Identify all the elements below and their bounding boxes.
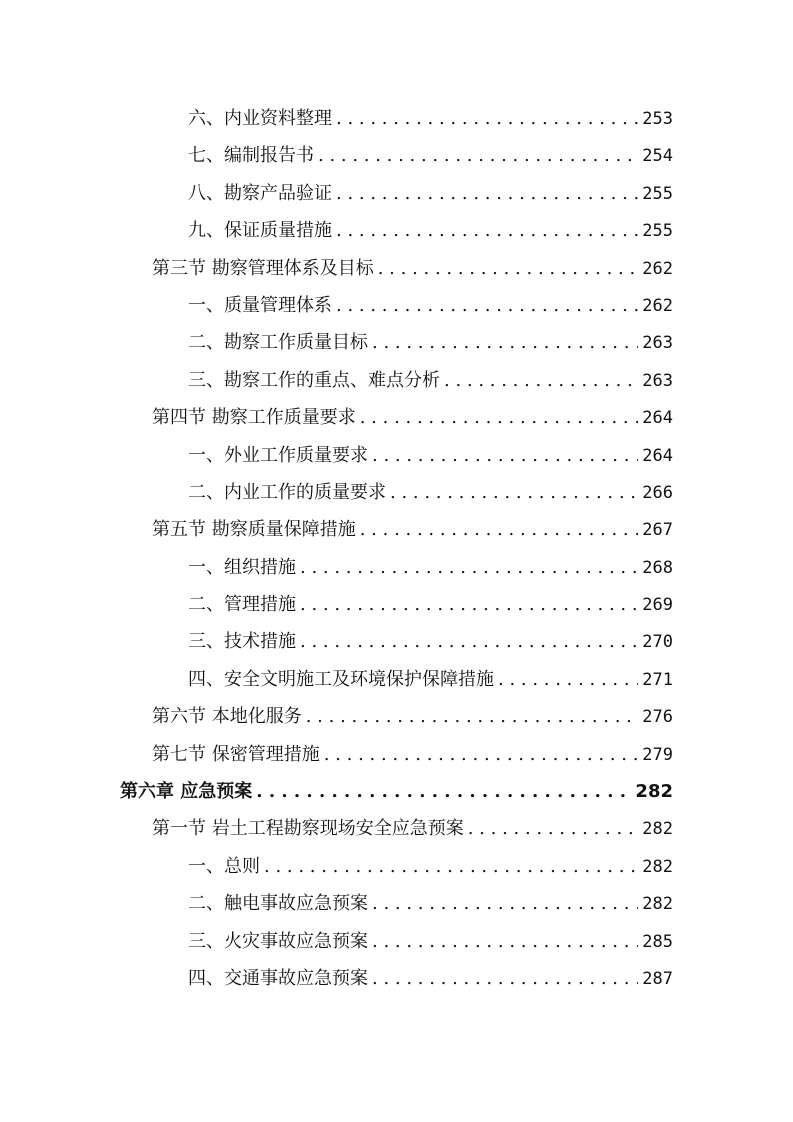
toc-entry[interactable]: [0, 324, 793, 361]
toc-entry[interactable]: [0, 137, 793, 174]
toc-entry[interactable]: [0, 960, 793, 997]
toc-entry[interactable]: [0, 399, 793, 436]
toc-entry-page-number: 282: [642, 894, 673, 915]
toc-entry-title: 九、保证质量措施: [188, 220, 332, 242]
dot-leader: [360, 399, 639, 436]
toc-entry[interactable]: [0, 586, 793, 623]
toc-entry-page-number: 285: [642, 931, 673, 952]
dot-leader: [498, 661, 638, 698]
toc-entry-page-number: 255: [642, 183, 673, 204]
toc-entry-page-number: 271: [642, 669, 673, 690]
dot-leader: [372, 437, 638, 474]
toc-entry-title: 三、勘察工作的重点、难点分析: [188, 369, 440, 391]
toc-entry[interactable]: [0, 549, 793, 586]
toc-entry-title: 八、勘察产品验证: [188, 182, 332, 204]
toc-entry-page-number: 262: [642, 295, 673, 316]
toc-entry-title: 第六节 本地化服务: [152, 706, 302, 728]
dot-leader: [336, 212, 638, 249]
toc-entry-page-number: 264: [642, 408, 673, 429]
dot-leader: [372, 324, 638, 361]
toc-entry[interactable]: [0, 287, 793, 324]
toc-entry-title: 四、安全文明施工及环境保护保障措施: [188, 668, 494, 690]
toc-entry-title: 一、外业工作质量要求: [188, 444, 368, 466]
toc-entry-title: 第五节 勘察质量保障措施: [152, 519, 356, 541]
toc-entry[interactable]: [0, 773, 793, 810]
toc-entry-page-number: 267: [642, 520, 673, 541]
dot-leader: [300, 586, 638, 623]
toc-entry-title: 二、管理措施: [188, 594, 296, 616]
dot-leader: [336, 175, 638, 212]
toc-entry-page-number: 282: [642, 819, 673, 840]
toc-entry-title: 二、勘察工作质量目标: [188, 332, 368, 354]
toc-entry-page-number: 268: [642, 557, 673, 578]
toc-entry[interactable]: [0, 175, 793, 212]
toc-entry-page-number: 254: [642, 146, 673, 167]
toc-entry-page-number: 264: [642, 445, 673, 466]
dot-leader: [336, 100, 638, 137]
dot-leader: [300, 549, 638, 586]
dot-leader: [336, 287, 638, 324]
toc-entry-page-number: 282: [635, 781, 673, 803]
toc-entry-page-number: 269: [642, 595, 673, 616]
toc-entry-page-number: 279: [642, 744, 673, 765]
toc-entry[interactable]: [0, 848, 793, 885]
toc-entry-title: 第三节 勘察管理体系及目标: [152, 257, 374, 279]
toc-entry-page-number: 263: [642, 370, 673, 391]
toc-entry-page-number: 253: [642, 109, 673, 129]
dot-leader: [306, 698, 639, 735]
toc-entry[interactable]: [0, 212, 793, 249]
table-of-contents: [0, 100, 793, 997]
dot-leader: [256, 773, 631, 810]
toc-entry-title: 第四节 勘察工作质量要求: [152, 407, 356, 429]
dot-leader: [324, 736, 639, 773]
toc-entry-title: 六、内业资料整理: [188, 108, 332, 129]
toc-entry[interactable]: [0, 698, 793, 735]
dot-leader: [468, 810, 639, 847]
toc-entry[interactable]: [0, 885, 793, 922]
toc-entry-page-number: 282: [642, 856, 673, 877]
toc-entry[interactable]: [0, 100, 793, 137]
dot-leader: [360, 511, 639, 548]
dot-leader: [318, 137, 638, 174]
toc-entry-page-number: 262: [642, 258, 673, 279]
dot-leader: [264, 848, 638, 885]
dot-leader: [372, 960, 638, 997]
toc-entry-title: 四、交通事故应急预案: [188, 967, 368, 989]
toc-entry-page-number: 270: [642, 632, 673, 653]
toc-entry[interactable]: [0, 736, 793, 773]
toc-entry-page-number: 255: [642, 221, 673, 242]
toc-entry[interactable]: [0, 511, 793, 548]
dot-leader: [390, 474, 638, 511]
toc-entry-title: 第一节 岩土工程勘察现场安全应急预案: [152, 818, 464, 840]
toc-entry-title: 第七节 保密管理措施: [152, 743, 320, 765]
toc-entry[interactable]: [0, 437, 793, 474]
dot-leader: [444, 362, 638, 399]
toc-entry-title: 三、火灾事故应急预案: [188, 930, 368, 952]
toc-entry-title: 三、技术措施: [188, 631, 296, 653]
dot-leader: [300, 623, 638, 660]
toc-entry[interactable]: [0, 810, 793, 847]
toc-entry-title: 一、组织措施: [188, 556, 296, 578]
toc-entry[interactable]: [0, 923, 793, 960]
dot-leader: [372, 923, 638, 960]
toc-entry-page-number: 266: [642, 482, 673, 503]
toc-entry-page-number: 263: [642, 333, 673, 354]
toc-entry[interactable]: [0, 623, 793, 660]
toc-entry-title: 一、总则: [188, 855, 260, 877]
dot-leader: [372, 885, 638, 922]
toc-entry-title: 二、内业工作的质量要求: [188, 481, 386, 503]
toc-entry[interactable]: [0, 250, 793, 287]
toc-entry[interactable]: [0, 362, 793, 399]
dot-leader: [378, 250, 639, 287]
toc-entry-title: 七、编制报告书: [188, 145, 314, 167]
toc-entry-title: 第六章 应急预案: [120, 781, 253, 803]
toc-entry-title: 一、质量管理体系: [188, 294, 332, 316]
toc-entry-title: 二、触电事故应急预案: [188, 893, 368, 915]
toc-entry-page-number: 287: [642, 968, 673, 989]
toc-entry-page-number: 276: [642, 707, 673, 728]
toc-entry[interactable]: [0, 661, 793, 698]
toc-entry[interactable]: [0, 474, 793, 511]
